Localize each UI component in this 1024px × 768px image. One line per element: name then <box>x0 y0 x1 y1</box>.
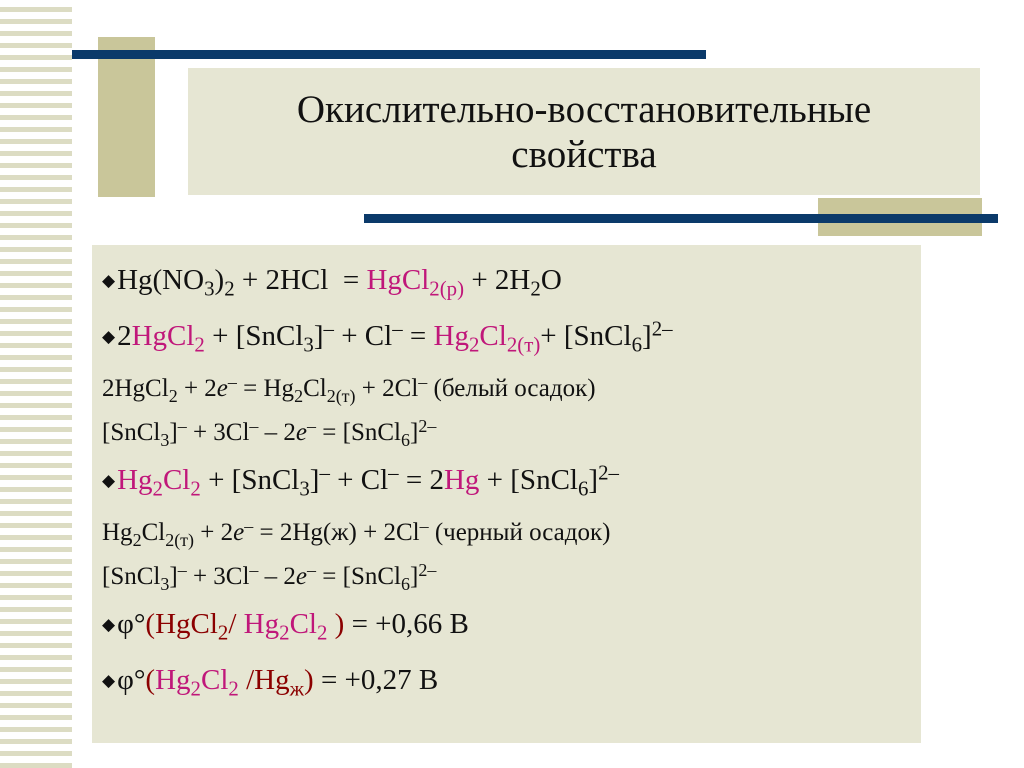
equation-7: [SnCl$_3$]– + 3Cl– – 2e– = [SnCl$_6$]$^{2-}$ <box>102 559 437 594</box>
bullet-icon: ◆ <box>102 615 116 634</box>
decorative-bar-top <box>72 50 706 59</box>
equation-5: $◆Hg_2Cl_2$ + [SnCl$_3$]– + Cl– = 2Hg + [SnCl$_6$]$^{2-}$ <box>102 460 619 501</box>
title-line-2: свойства <box>511 132 657 176</box>
equation-8: ◆φ°(HgCl$_2$/ $Hg_2Cl_2$ ) = +0,66 В <box>102 608 469 645</box>
bullet-icon: ◆ <box>102 327 116 346</box>
equation-9: $◆\varphi^\circ(Hg_2Cl_2$ $/Hg_ж) = +0,27$ В <box>102 664 439 701</box>
title-line-1: Окислительно-восстановительные <box>296 87 872 131</box>
equation-2: ◆2HgCl$_2$ + [SnCl$_3$]– + $Cl^- = Hg_2Cl_{2(т)}+$ [SnCl$_6$]$^{2-}$ <box>102 316 673 357</box>
bullet-icon: ◆ <box>102 271 116 290</box>
page-title <box>297 87 871 177</box>
equation-1: $◆Hg(NO_3)_2 + 2HCl$ = HgCl$_{2(р)}$ + $2H_2O$ <box>102 264 562 301</box>
title-panel <box>188 68 980 195</box>
bullet-icon: ◆ <box>102 471 116 490</box>
decorative-stripes <box>0 0 72 768</box>
equation-4: [SnCl$_3$]– + 3Cl– – 2e– = [SnCl$_6$]$^{2-}$ <box>102 415 437 450</box>
decorative-bar-middle <box>364 214 998 223</box>
equation-3: 2HgCl$_2$ + $2e^- = Hg_2Cl_{2(т)} + 2Cl^-$ (белый осадок) <box>102 371 596 406</box>
bullet-icon: ◆ <box>102 671 116 690</box>
decorative-olive-block-top <box>98 37 155 197</box>
equation-6: $Hg_2Cl_{2(т)} + 2e^- = 2Hg(ж) + 2Cl^-$ (черный осадок) <box>102 515 611 550</box>
content-panel <box>92 245 921 743</box>
